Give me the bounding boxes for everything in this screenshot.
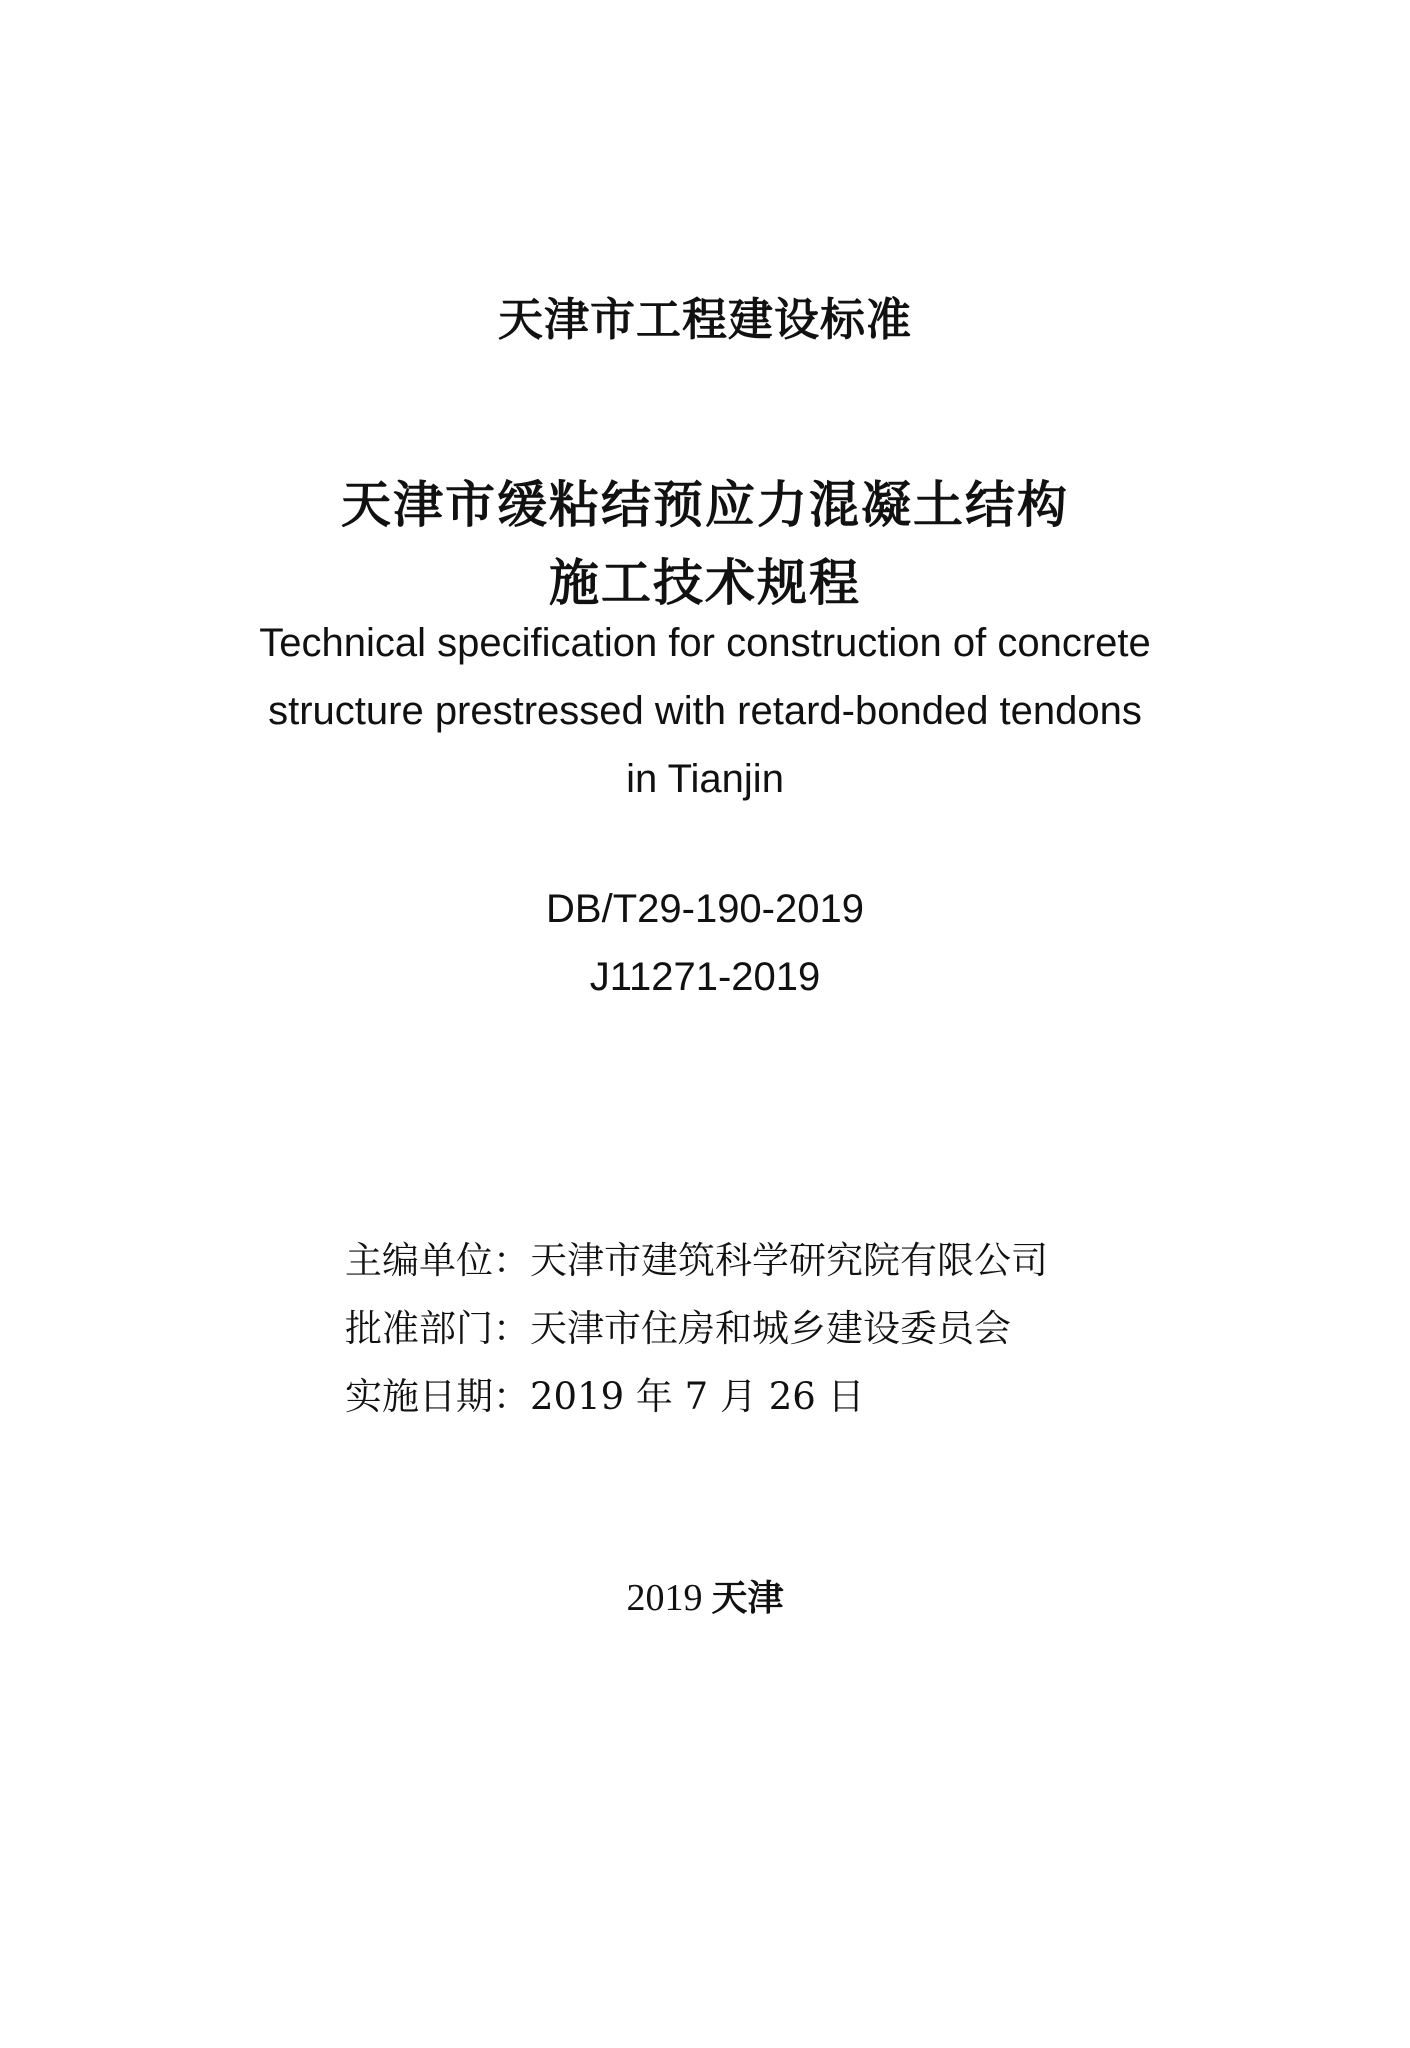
info-row-date [345, 1366, 865, 1420]
publication-footer [0, 1570, 1410, 1621]
title-english-line-1: Technical specification for construction of concrete [259, 621, 1151, 665]
info-label: 批准部门： [345, 1307, 530, 1350]
info-value: 2019 年 7 月 26 日 [530, 1375, 865, 1418]
info-row-approval [345, 1298, 1011, 1352]
title-chinese-line-2: 施工技术规程 [549, 554, 861, 612]
standard-code: DB/T29-190-2019 [546, 887, 864, 931]
info-label: 实施日期： [345, 1375, 530, 1418]
footer-year: 2019 [626, 1577, 703, 1619]
title-english-line-2: structure prestressed with retard-bonded tendons [268, 689, 1142, 733]
info-row-editor [345, 1230, 1048, 1284]
standard-series-title: 天津市工程建设标准 [497, 293, 912, 346]
info-value: 天津市建筑科学研究院有限公司 [530, 1239, 1048, 1282]
info-value: 天津市住房和城乡建设委员会 [530, 1307, 1011, 1350]
record-code: J11271-2019 [589, 955, 821, 999]
footer-city: 天津 [711, 1578, 784, 1619]
title-chinese-line-1: 天津市缓粘结预应力混凝土结构 [341, 476, 1069, 534]
title-english-line-3: in Tianjin [626, 757, 784, 801]
info-label: 主编单位： [345, 1239, 530, 1282]
